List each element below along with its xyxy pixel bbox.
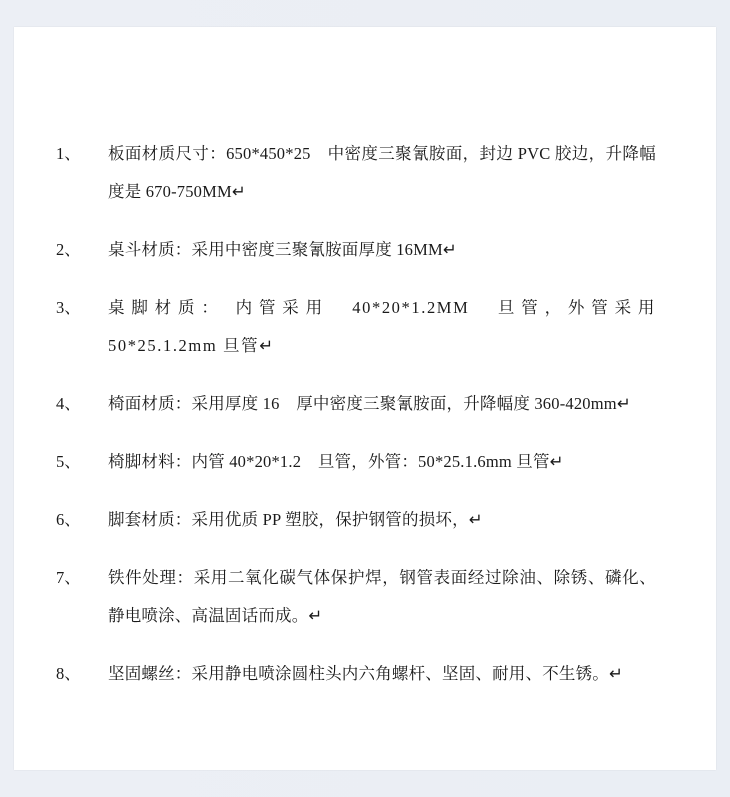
- list-item: [56, 443, 656, 481]
- list-item-text: 桌脚材质： 内管采用 40*20*1.2MM 旦管，外管采用 50*25.1.2mm 旦管↵: [108, 298, 656, 355]
- list-item: [56, 135, 656, 211]
- list-item-number: 2、: [56, 240, 81, 259]
- list-item-text: 桌斗材质：采用中密度三聚氰胺面厚度 16MM↵: [108, 240, 457, 259]
- list-item-text: 坚固螺丝：采用静电喷涂圆柱头内六角螺杆、坚固、耐用、不生锈。↵: [108, 664, 624, 683]
- list-item-text: 椅脚材料：内管 40*20*1.2 旦管，外管：50*25.1.6mm 旦管↵: [108, 452, 564, 471]
- list-item-number: 4、: [56, 394, 81, 413]
- document-sheet: [14, 27, 716, 770]
- list-item: [56, 385, 656, 423]
- list-item: [56, 501, 656, 539]
- list-item-number: 6、: [56, 510, 81, 529]
- list-item: [56, 655, 656, 693]
- specification-list: [56, 135, 656, 713]
- list-item-text: 铁件处理：采用二氧化碳气体保护焊，钢管表面经过除油、除锈、磷化、静电喷涂、高温固话而成。↵: [108, 568, 656, 625]
- list-item-number: 7、: [56, 568, 81, 587]
- list-item: [56, 559, 656, 635]
- list-item-number: 5、: [56, 452, 81, 471]
- list-item: [56, 289, 656, 365]
- list-item-number: 8、: [56, 664, 81, 683]
- list-item-text: 脚套材质：采用优质 PP 塑胶，保护钢管的损坏，↵: [108, 510, 483, 529]
- list-item: [56, 231, 656, 269]
- list-item-number: 3、: [56, 298, 81, 317]
- list-item-text: 椅面材质：采用厚度 16 厚中密度三聚氰胺面，升降幅度 360-420mm↵: [108, 394, 631, 413]
- list-item-number: 1、: [56, 144, 81, 163]
- list-item-text: 板面材质尺寸：650*450*25 中密度三聚氰胺面，封边 PVC 胶边，升降幅度是 670-750MM↵: [108, 144, 656, 201]
